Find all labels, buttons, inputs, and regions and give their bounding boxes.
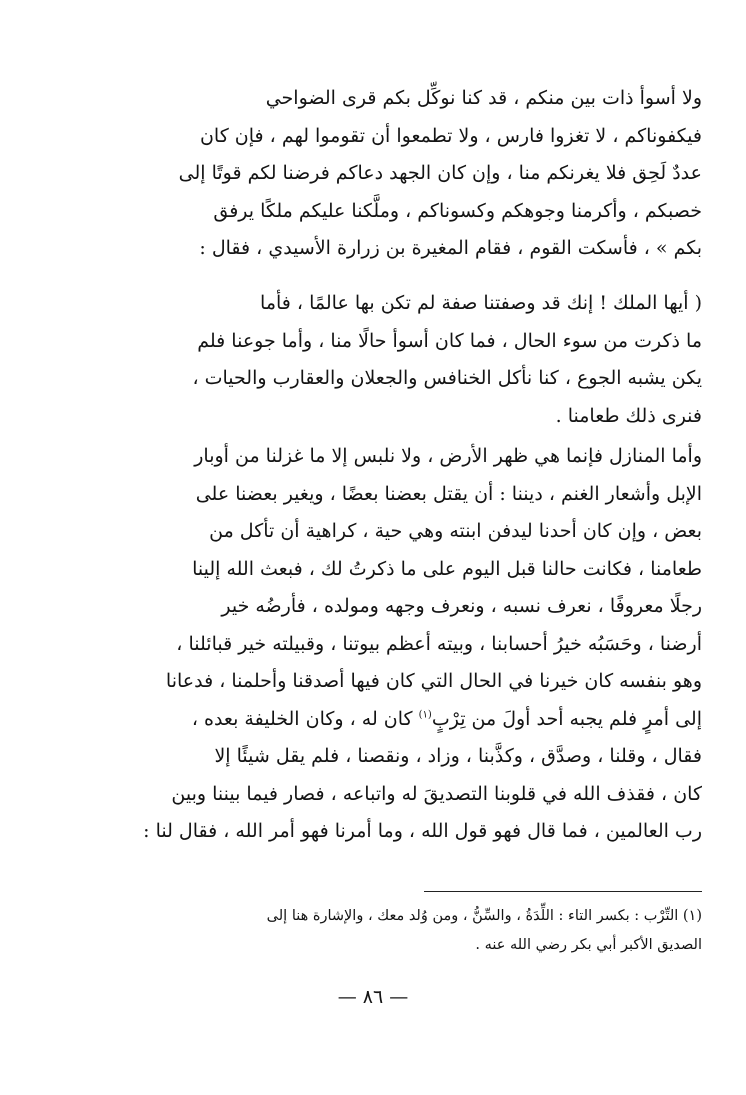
text-line: الإبل وأشعار الغنم ، ديننا : أن يقتل بعضنا بعضًا ، ويغير بعضنا على (195, 482, 702, 505)
text-line: ولا أسوأ ذات بين منكم ، قد كنا نوكِّل بكم قرى الضواحي (265, 87, 702, 109)
footnote-separator (424, 891, 702, 892)
footnote-line: (١) التِّرْب : بكسر التاء : اللِّدَةُ ، والسِّنُّ ، ومن وُلد معك ، والإشارة هنا إلى (266, 908, 702, 924)
footnote-marker: (١) (418, 709, 432, 721)
text-segment: كان له ، وكان الخليفة بعده ، (191, 707, 419, 730)
text-line: عددٌ لَحِق فلا يغرنكم منا ، وإن كان الجهد دعاكم فرضنا لكم قوتًا إلى (178, 162, 702, 184)
text-line: خصبكم ، وأكرمنا وجوهكم وكسوناكم ، وملَّكنا عليكم ملكًا يرفق (213, 199, 702, 222)
text-line: يكن يشبه الجوع ، كنا نأكل الخنافس والجعلان والعقارب والحيات ، (192, 367, 702, 389)
text-line: رب العالمين ، فما قال فهو قول الله ، وما أمرنا فهو أمر الله ، فقال لنا : (143, 820, 702, 842)
text-line: رجلًا معروفًا ، نعرف نسبه ، ونعرف وجهه ومولده ، فأرضُه خير (221, 595, 702, 617)
text-line: فنرى ذلك طعامنا . (555, 404, 702, 427)
paragraph-2 (88, 285, 702, 435)
paragraph-1 (88, 80, 702, 268)
text-line: أرضنا ، وحَسَبُه خيرُ أحسابنا ، وبيته أعظم بيوتنا ، وقبيلته خير قبائلنا ، (176, 632, 702, 655)
text-line: كان ، فقذف الله في قلوبنا التصديقَ له واتباعه ، فصار فيما بيننا وبين (171, 782, 702, 805)
text-line: فيكفوناكم ، لا تغزوا فارس ، ولا تطمعوا أن تقوموا لهم ، فإن كان (199, 124, 702, 147)
text-line-with-footnote-marker (88, 701, 702, 739)
text-line: فقال ، وقلنا ، وصدَّق ، وكذَّبنا ، وزاد ، ونقصنا ، فلم يقل شيئًا إلا (214, 745, 702, 767)
footnote (88, 902, 702, 960)
text-segment: إلى أمرٍ فلم يجبه أحد أولَ من تِرْبٍ (431, 707, 702, 730)
page-number: — ٨٦ — (337, 986, 409, 1008)
footnote-line: الصديق الأكبر أبي بكر رضي الله عنه . (475, 937, 702, 953)
text-line: ما ذكرت من سوء الحال ، فما كان أسوأ حالًا منا ، وأما جوعنا فلم (197, 329, 702, 352)
text-line: طعامنا ، فكانت حالنا قبل اليوم على ما ذكرتُ لك ، فبعث الله إلينا (192, 557, 702, 580)
text-line: ( أيها الملك ! إنك قد وصفتنا صفة لم تكن بها عالمًا ، فأما (260, 292, 702, 314)
text-line: وأما المنازل فإنما هي ظهر الأرض ، ولا نلبس إلا ما غزلنا من أوبار (194, 445, 702, 467)
text-line: بعض ، وإن كان أحدنا ليدفن ابنته وهي حية ، كراهية أن تأكل من (209, 520, 702, 542)
text-line: وهو بنفسه كان خيرنا في الحال التي كان فيها أصدقنا وأحلمنا ، فدعانا (165, 670, 702, 692)
paragraph-3 (88, 438, 702, 851)
text-line: بكم » ، فأسكت القوم ، فقام المغيرة بن زرارة الأسيدي ، فقال : (199, 237, 702, 259)
